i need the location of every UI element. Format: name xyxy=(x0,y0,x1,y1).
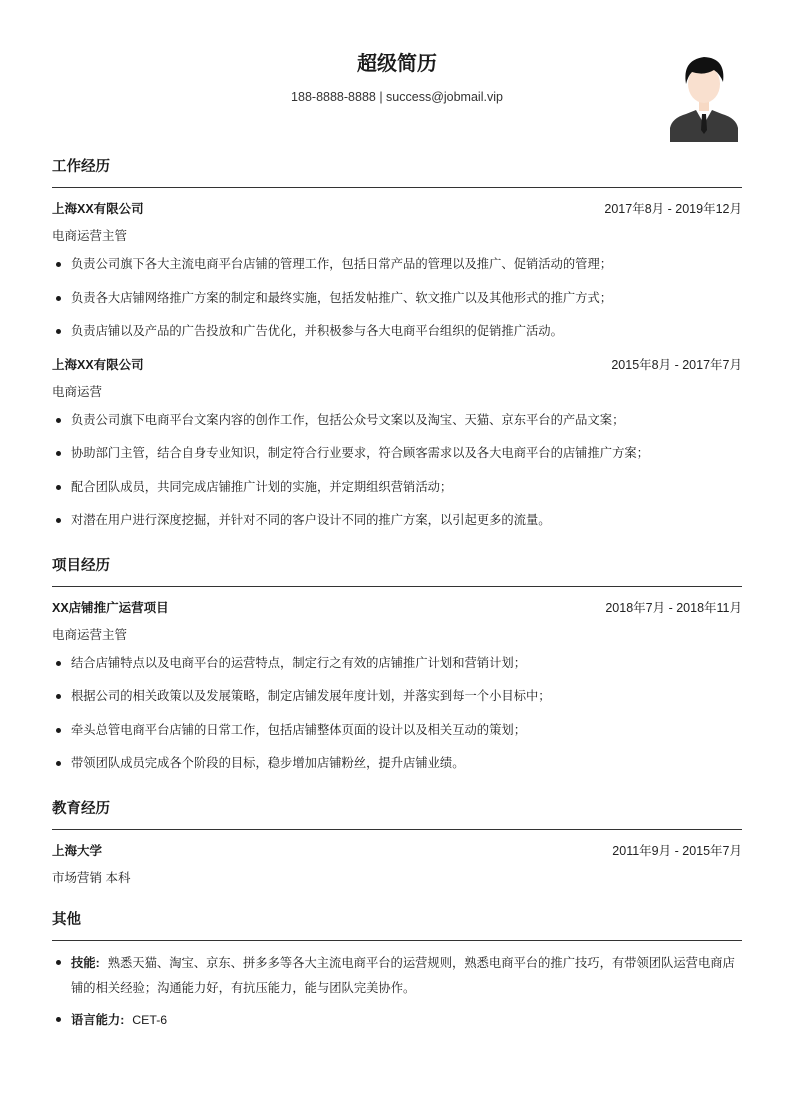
resume-content xyxy=(52,156,742,1040)
project-role: 电商运营主管 xyxy=(52,627,128,642)
bullet-item: 负责公司旗下电商平台文案内容的创作工作，包括公众号文案以及淘宝、天猫、京东平台的产品文案； xyxy=(52,409,742,431)
section-title-work: 工作经历 xyxy=(52,156,742,188)
skills-item xyxy=(52,951,742,1001)
other-section xyxy=(52,909,742,1033)
section-title-other: 其他 xyxy=(52,909,742,941)
bullet-item: 带领团队成员完成各个阶段的目标，稳步增加店铺粉丝，提升店铺业绩。 xyxy=(52,752,742,774)
job-role: 电商运营 xyxy=(52,384,103,399)
contact-info: 188-8888-8888 | success@jobmail.vip xyxy=(291,90,503,104)
date-range: 2017年8月 - 2019年12月 xyxy=(604,202,742,216)
bullet-item: 负责各大店铺网络推广方案的制定和最终实施，包括发帖推广、软文推广以及其他形式的推广方式； xyxy=(52,287,742,309)
date-range: 2011年9月 - 2015年7月 xyxy=(612,843,742,858)
person-avatar-icon xyxy=(668,52,740,142)
bullet-item: 对潜在用户进行深度挖掘，并针对不同的客户设计不同的推广方案，以引起更多的流量。 xyxy=(52,509,742,531)
date-range: 2015年8月 - 2017年7月 xyxy=(611,357,742,372)
section-title-education: 教育经历 xyxy=(52,798,742,830)
bullet-item: 根据公司的相关政策以及发展策略，制定店铺发展年度计划，并落实到每一个小目标中； xyxy=(52,685,742,707)
job-role: 电商运营主管 xyxy=(52,229,128,243)
bullet-item: 负责公司旗下各大主流电商平台店铺的管理工作，包括日常产品的管理以及推广、促销活动的管理； xyxy=(52,253,742,275)
project-entry xyxy=(52,597,742,775)
skills-text: 熟悉天猫、淘宝、京东、拼多多等各大主流电商平台的运营规则，熟悉电商平台的推广技巧，有带领团队运营电商店铺的相关经验；沟通能力好，有抗压能力，能与团队完美协作。 xyxy=(71,955,735,995)
bullet-item: 配合团队成员，共同完成店铺推广计划的实施，并定期组织营销活动； xyxy=(52,476,742,498)
bullet-item: 牵头总管电商平台店铺的日常工作，包括店铺整体页面的设计以及相关互动的策划； xyxy=(52,719,742,741)
language-item xyxy=(52,1008,742,1033)
bullet-item: 协助部门主管，结合自身专业知识，制定符合行业要求，符合顾客需求以及各大电商平台的店铺推广方案； xyxy=(52,442,742,464)
work-entry xyxy=(52,354,742,532)
bullet-item: 结合店铺特点以及电商平台的运营特点，制定行之有效的店铺推广计划和营销计划； xyxy=(52,652,742,674)
project-name: XX店铺推广运营项目 xyxy=(52,600,169,615)
language-label: 语言能力: xyxy=(71,1012,125,1027)
language-text: CET-6 xyxy=(132,1012,168,1027)
company-name: 上海XX有限公司 xyxy=(52,357,144,372)
skills-label: 技能: xyxy=(71,955,100,970)
education-section xyxy=(52,798,742,889)
work-entry xyxy=(52,198,742,342)
section-title-project: 项目经历 xyxy=(52,555,742,587)
project-experience-section xyxy=(52,555,742,775)
resume-name: 超级简历 xyxy=(357,53,437,75)
date-range: 2018年7月 - 2018年11月 xyxy=(605,600,742,615)
work-experience-section xyxy=(52,156,742,531)
bullet-item: 负责店铺以及产品的广告投放和广告优化，并积极参与各大电商平台组织的促销推广活动。 xyxy=(52,320,742,342)
major-degree: 市场营销 本科 xyxy=(52,870,131,885)
company-name: 上海XX有限公司 xyxy=(52,202,144,216)
school-name: 上海大学 xyxy=(52,843,103,858)
